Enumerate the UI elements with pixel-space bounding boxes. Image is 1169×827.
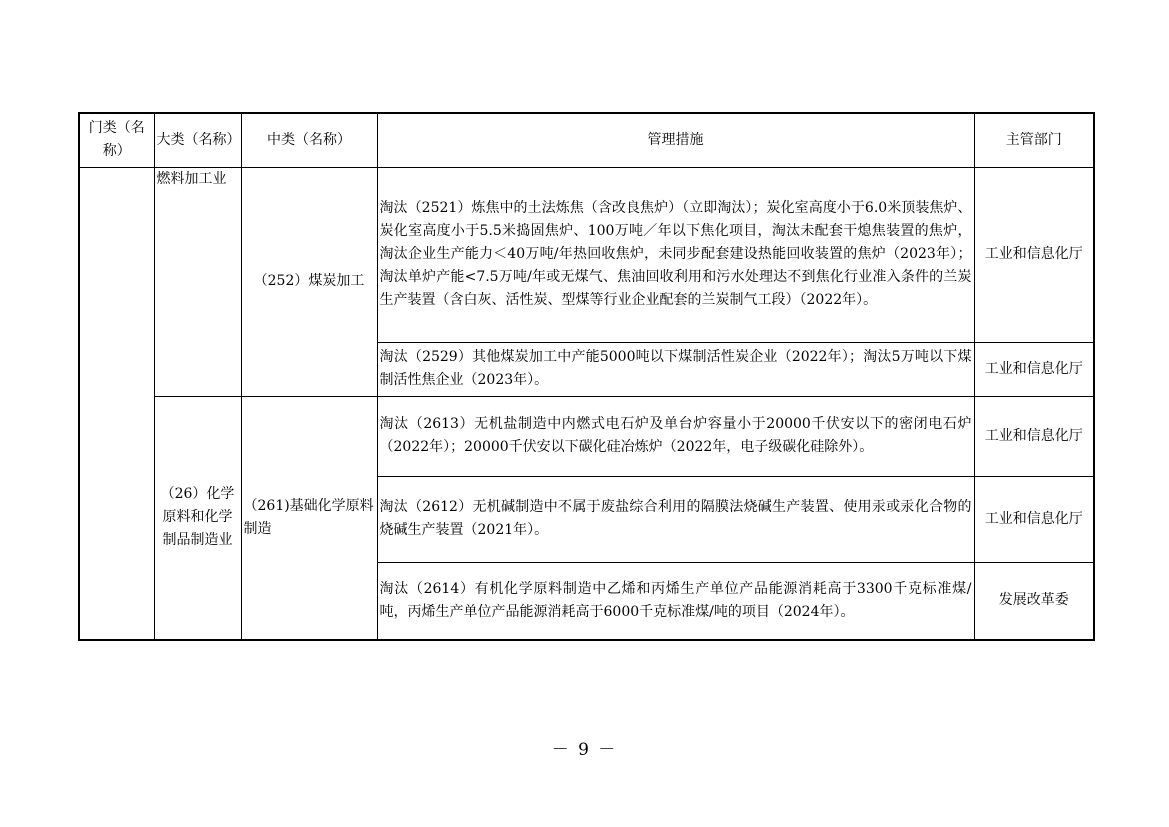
regulation-table — [78, 112, 1095, 641]
table-row — [79, 396, 1094, 476]
dalei-cell: （26）化学原料和化学制品制造业 — [154, 396, 241, 640]
measure-cell: 淘汰（2521）炼焦中的土法炼焦（含改良焦炉）（立即淘汰）；炭化室高度小于6.0米顶装焦炉、炭化室高度小于5.5米捣固焦炉、100万吨／年以下焦化项目，淘汰未配套干熄焦装置的焦炉，淘汰企业生产能力＜40万吨/年热回收焦炉，未同步配套建设热能回收装置的焦炉（2023年）；淘汰单炉产能<7.5万吨/年或无煤气、焦油回收利用和污水处理达不到焦化行业准入条件的兰炭生产装置（含白灰、活性炭、型煤等行业企业配套的兰炭制气工段）（2022年）。 — [377, 167, 974, 342]
dept-cell: 发展改革委 — [974, 562, 1094, 640]
table-row — [79, 167, 1094, 342]
header-measures: 管理措施 — [377, 113, 974, 167]
menlei-cell — [79, 167, 154, 640]
measure-cell: 淘汰（2612）无机碱制造中不属于废盐综合利用的隔膜法烧碱生产装置、使用汞或汞化合物的烧碱生产装置（2021年）。 — [377, 476, 974, 562]
dalei-cell: 燃料加工业 — [154, 167, 241, 396]
dept-cell: 工业和信息化厅 — [974, 476, 1094, 562]
header-zhonglei: 中类（名称） — [241, 113, 377, 167]
measure-cell: 淘汰（2614）有机化学原料制造中乙烯和丙烯生产单位产品能源消耗高于3300千克标准煤/吨，丙烯生产单位产品能源消耗高于6000千克标准煤/吨的项目（2024年）。 — [377, 562, 974, 640]
page-number: － 9 － — [551, 740, 618, 760]
table-header-row — [79, 113, 1094, 167]
header-dalei: 大类（名称） — [154, 113, 241, 167]
measure-cell: 淘汰（2529）其他煤炭加工中产能5000吨以下煤制活性炭企业（2022年）；淘汰5万吨以下煤制活性焦企业（2023年）。 — [377, 342, 974, 396]
dept-cell: 工业和信息化厅 — [974, 396, 1094, 476]
dept-cell: 工业和信息化厅 — [974, 342, 1094, 396]
zhonglei-cell: （252）煤炭加工 — [241, 167, 377, 396]
header-menlei: 门类（名称） — [79, 113, 154, 167]
measure-cell: 淘汰（2613）无机盐制造中内燃式电石炉及单台炉容量小于20000千伏安以下的密闭电石炉（2022年）；20000千伏安以下碳化硅冶炼炉（2022年，电子级碳化硅除外）。 — [377, 396, 974, 476]
zhonglei-cell: （261)基础化学原料制造 — [241, 396, 377, 640]
dept-cell: 工业和信息化厅 — [974, 167, 1094, 342]
header-dept: 主管部门 — [974, 113, 1094, 167]
